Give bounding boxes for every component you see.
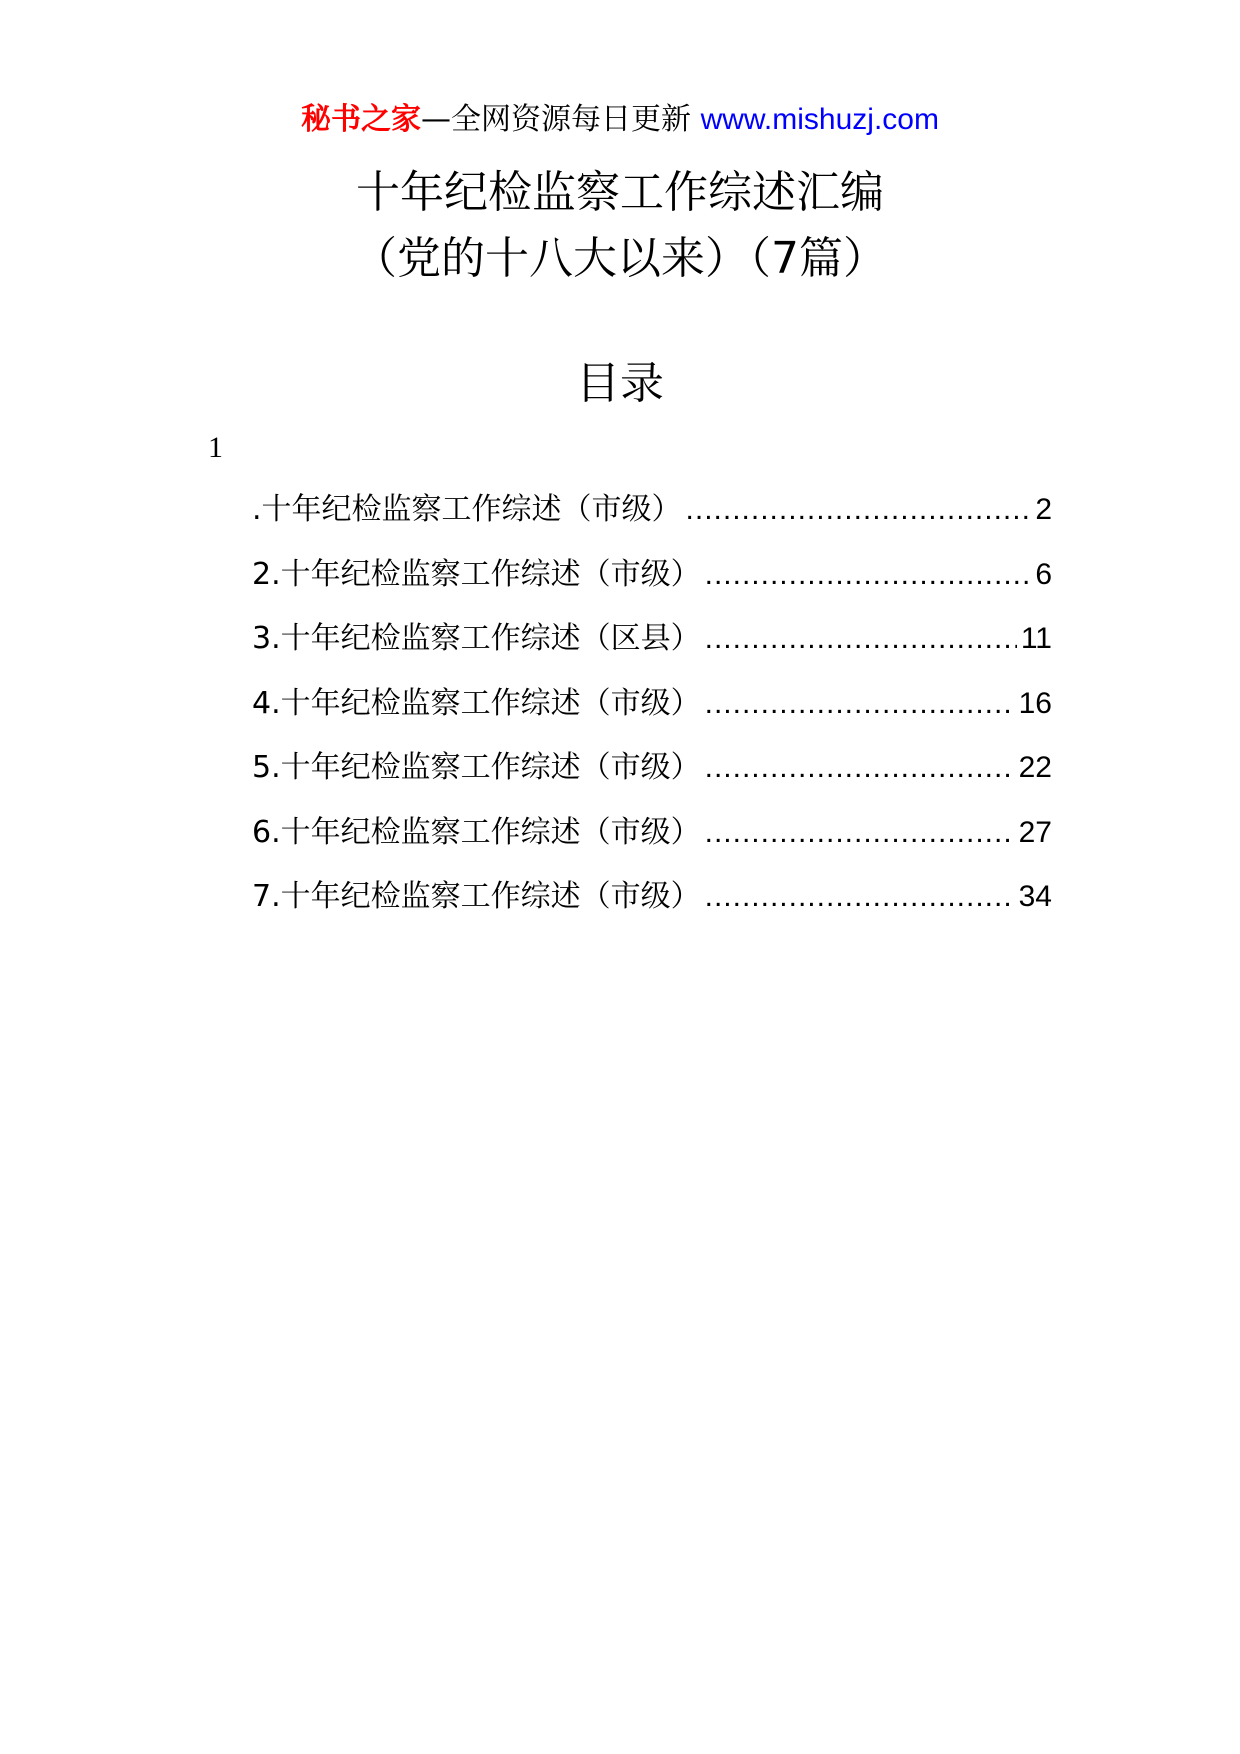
toc-leader-dots bbox=[705, 746, 1015, 790]
toc-entry-page: 11 bbox=[1020, 622, 1052, 655]
toc-entry-title: 4.十年纪检监察工作综述（市级） bbox=[252, 685, 701, 721]
toc-entry-title: 3.十年纪检监察工作综述（区县） bbox=[252, 621, 701, 656]
toc-entry[interactable] bbox=[252, 488, 1052, 553]
banner-slogan: —全网资源每日更新 bbox=[421, 102, 701, 137]
toc-leader-dots bbox=[705, 811, 1015, 855]
toc-entry-page: 27 bbox=[1018, 815, 1052, 849]
toc-entry-page: 34 bbox=[1018, 880, 1052, 913]
toc-leader-dots bbox=[705, 617, 1017, 661]
toc-entry-title: 5.十年纪检监察工作综述（市级） bbox=[252, 750, 701, 785]
toc-leader-dots bbox=[686, 488, 1032, 532]
toc-heading: 目录 bbox=[576, 358, 664, 409]
toc-entry[interactable] bbox=[252, 811, 1052, 876]
toc-leader-dots bbox=[705, 682, 1015, 726]
toc-entry[interactable] bbox=[252, 875, 1052, 940]
stray-page-number: 1 bbox=[208, 431, 223, 464]
toc-entry-title: 7.十年纪检监察工作综述（市级） bbox=[252, 879, 701, 914]
toc-entry[interactable] bbox=[252, 617, 1052, 682]
toc-entry[interactable] bbox=[252, 682, 1052, 747]
brand-name: 秘书之家 bbox=[301, 102, 422, 137]
title-line-main: 十年纪检监察工作综述汇编 bbox=[356, 167, 884, 218]
site-banner bbox=[0, 98, 1240, 142]
toc-entry-title: 2.十年纪检监察工作综述（市级） bbox=[252, 556, 701, 592]
toc-leader-dots bbox=[705, 875, 1015, 919]
title-line-subtitle: （党的十八大以来）（7篇） bbox=[353, 233, 887, 284]
toc-entry-page: 2 bbox=[1035, 493, 1052, 526]
toc-entry[interactable] bbox=[252, 553, 1052, 618]
toc-entry-page: 6 bbox=[1035, 557, 1052, 591]
document-title bbox=[0, 160, 1240, 292]
site-url-link[interactable]: www.mishuzj.com bbox=[700, 103, 939, 136]
toc-leader-dots bbox=[705, 553, 1032, 597]
toc-entry-page: 22 bbox=[1018, 751, 1052, 784]
toc-entry-title: .十年纪检监察工作综述（市级） bbox=[252, 492, 682, 527]
toc-entry-title: 6.十年纪检监察工作综述（市级） bbox=[252, 814, 701, 850]
toc-entry-page: 16 bbox=[1018, 686, 1052, 720]
table-of-contents bbox=[252, 488, 1052, 940]
toc-entry[interactable] bbox=[252, 746, 1052, 811]
